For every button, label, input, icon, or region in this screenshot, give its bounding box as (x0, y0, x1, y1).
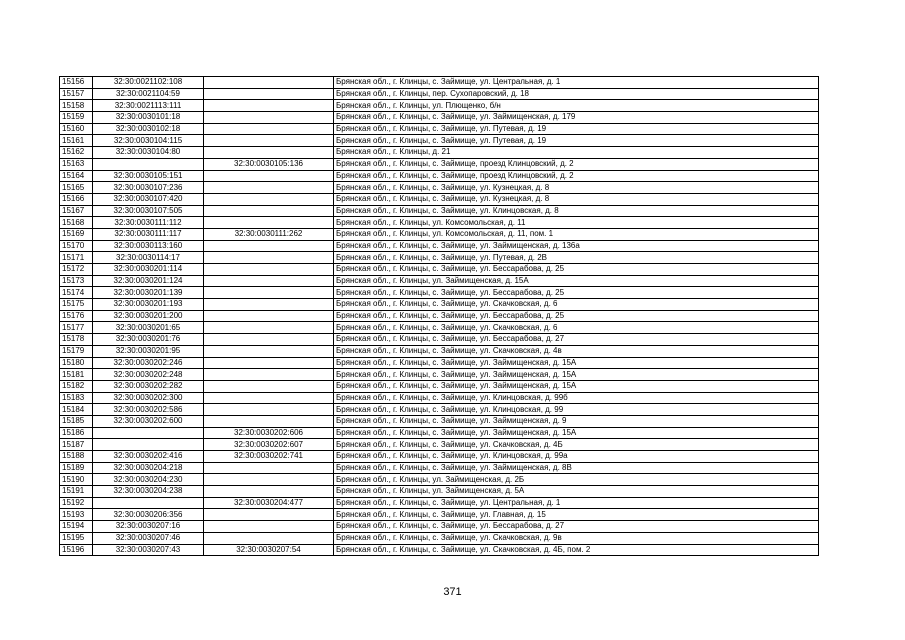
cadastral-number-cell: 32:30:0030111:117 (93, 228, 204, 240)
cadastral-number-cell: 32:30:0030201:65 (93, 322, 204, 334)
cadastral-number-cell (93, 497, 204, 509)
table-row (60, 532, 819, 544)
row-number-cell: 15157 (60, 88, 93, 100)
address-cell: Брянская обл., г. Клинцы, с. Займище, ул. Займищенская, д. 179 (334, 112, 819, 124)
row-number-cell: 15180 (60, 357, 93, 369)
cadastral-number-cell: 32:30:0030104:115 (93, 135, 204, 147)
table-row (60, 427, 819, 439)
row-number-cell: 15186 (60, 427, 93, 439)
address-cell: Брянская обл., г. Клинцы, с. Займище, проезд Клинцовский, д. 2 (334, 158, 819, 170)
page-number: 371 (443, 586, 462, 598)
table-row (60, 357, 819, 369)
related-cadastral-number-cell (204, 287, 334, 299)
cadastral-number-cell: 32:30:0030201:95 (93, 345, 204, 357)
table-row (60, 217, 819, 229)
table-row (60, 544, 819, 556)
related-cadastral-number-cell (204, 345, 334, 357)
row-number-cell: 15172 (60, 264, 93, 276)
address-cell: Брянская обл., г. Клинцы, с. Займище, ул. Путевая, д. 19 (334, 123, 819, 135)
row-number-cell: 15158 (60, 100, 93, 112)
related-cadastral-number-cell (204, 369, 334, 381)
row-number-cell: 15162 (60, 147, 93, 159)
cadastral-number-cell: 32:30:0030113:160 (93, 240, 204, 252)
related-cadastral-number-cell (204, 486, 334, 498)
related-cadastral-number-cell (204, 147, 334, 159)
address-cell: Брянская обл., г. Клинцы, ул. Займищенская, д. 15А (334, 275, 819, 287)
cadastral-number-cell (93, 158, 204, 170)
row-number-cell: 15161 (60, 135, 93, 147)
row-number-cell: 15171 (60, 252, 93, 264)
table-row (60, 497, 819, 509)
cadastral-number-cell: 32:30:0030107:505 (93, 205, 204, 217)
address-cell: Брянская обл., г. Клинцы, ул. Комсомольская, д. 11 (334, 217, 819, 229)
cadastral-number-cell: 32:30:0021113:111 (93, 100, 204, 112)
related-cadastral-number-cell (204, 299, 334, 311)
related-cadastral-number-cell: 32:30:0030111:262 (204, 228, 334, 240)
cadastral-number-cell: 32:30:0030204:218 (93, 462, 204, 474)
cadastral-number-cell: 32:30:0030201:139 (93, 287, 204, 299)
table-row (60, 404, 819, 416)
related-cadastral-number-cell (204, 462, 334, 474)
row-number-cell: 15174 (60, 287, 93, 299)
related-cadastral-number-cell (204, 474, 334, 486)
row-number-cell: 15166 (60, 193, 93, 205)
cadastral-number-cell: 32:30:0030202:248 (93, 369, 204, 381)
cadastral-number-cell (93, 439, 204, 451)
cadastral-number-cell: 32:30:0030207:46 (93, 532, 204, 544)
row-number-cell: 15179 (60, 345, 93, 357)
address-cell: Брянская обл., г. Клинцы, с. Займище, ул. Скачковская, д. 9в (334, 532, 819, 544)
table-row (60, 240, 819, 252)
related-cadastral-number-cell (204, 509, 334, 521)
table-row (60, 415, 819, 427)
row-number-cell: 15168 (60, 217, 93, 229)
table-row (60, 252, 819, 264)
address-cell: Брянская обл., г. Клинцы, с. Займище, ул. Скачковская, д. 4Б (334, 439, 819, 451)
address-cell: Брянская обл., г. Клинцы, с. Займище, ул. Центральная, д. 1 (334, 77, 819, 89)
related-cadastral-number-cell (204, 240, 334, 252)
address-cell: Брянская обл., г. Клинцы, с. Займище, ул. Клинцовская, д. 99б (334, 392, 819, 404)
table-row (60, 462, 819, 474)
row-number-cell: 15192 (60, 497, 93, 509)
address-cell: Брянская обл., г. Клинцы, с. Займище, ул. Кузнецкая, д. 8 (334, 193, 819, 205)
related-cadastral-number-cell (204, 415, 334, 427)
related-cadastral-number-cell (204, 275, 334, 287)
table-row (60, 509, 819, 521)
address-cell: Брянская обл., г. Клинцы, с. Займище, ул. Бессарабова, д. 25 (334, 287, 819, 299)
table-row (60, 100, 819, 112)
address-cell: Брянская обл., г. Клинцы, с. Займище, ул. Скачковская, д. 4Б, пом. 2 (334, 544, 819, 556)
related-cadastral-number-cell (204, 112, 334, 124)
cadastral-number-cell: 32:30:0030202:416 (93, 451, 204, 463)
related-cadastral-number-cell (204, 123, 334, 135)
cadastral-number-cell: 32:30:0030114:17 (93, 252, 204, 264)
table-row (60, 287, 819, 299)
cadastral-number-cell: 32:30:0030201:124 (93, 275, 204, 287)
address-cell: Брянская обл., г. Клинцы, с. Займище, ул. Кузнецкая, д. 8 (334, 182, 819, 194)
table-row (60, 299, 819, 311)
row-number-cell: 15190 (60, 474, 93, 486)
cadastral-number-cell: 32:30:0030102:18 (93, 123, 204, 135)
table-row (60, 451, 819, 463)
row-number-cell: 15191 (60, 486, 93, 498)
related-cadastral-number-cell: 32:30:0030202:741 (204, 451, 334, 463)
table-row (60, 310, 819, 322)
row-number-cell: 15189 (60, 462, 93, 474)
table-row (60, 112, 819, 124)
related-cadastral-number-cell: 32:30:0030204:477 (204, 497, 334, 509)
address-cell: Брянская обл., г. Клинцы, с. Займище, ул. Бессарабова, д. 27 (334, 521, 819, 533)
related-cadastral-number-cell (204, 357, 334, 369)
row-number-cell: 15156 (60, 77, 93, 89)
row-number-cell: 15178 (60, 334, 93, 346)
cadastral-number-cell: 32:30:0030107:420 (93, 193, 204, 205)
registry-table (59, 76, 819, 556)
row-number-cell: 15167 (60, 205, 93, 217)
cadastral-number-cell: 32:30:0030107:236 (93, 182, 204, 194)
row-number-cell: 15165 (60, 182, 93, 194)
row-number-cell: 15184 (60, 404, 93, 416)
cadastral-number-cell: 32:30:0030207:16 (93, 521, 204, 533)
table-row (60, 439, 819, 451)
related-cadastral-number-cell (204, 135, 334, 147)
table-row (60, 369, 819, 381)
related-cadastral-number-cell (204, 310, 334, 322)
row-number-cell: 15164 (60, 170, 93, 182)
address-cell: Брянская обл., г. Клинцы, ул. Плющенко, б/н (334, 100, 819, 112)
address-cell: Брянская обл., г. Клинцы, с. Займище, ул. Бессарабова, д. 27 (334, 334, 819, 346)
related-cadastral-number-cell (204, 217, 334, 229)
row-number-cell: 15177 (60, 322, 93, 334)
table-row (60, 170, 819, 182)
related-cadastral-number-cell (204, 532, 334, 544)
row-number-cell: 15193 (60, 509, 93, 521)
cadastral-number-cell: 32:30:0030206:356 (93, 509, 204, 521)
address-cell: Брянская обл., г. Клинцы, с. Займище, ул. Клинцовская, д. 99а (334, 451, 819, 463)
related-cadastral-number-cell (204, 170, 334, 182)
address-cell: Брянская обл., г. Клинцы, с. Займище, ул. Клинцовская, д. 99 (334, 404, 819, 416)
address-cell: Брянская обл., г. Клинцы, с. Займище, ул. Главная, д. 15 (334, 509, 819, 521)
row-number-cell: 15182 (60, 380, 93, 392)
row-number-cell: 15176 (60, 310, 93, 322)
table-row (60, 521, 819, 533)
row-number-cell: 15169 (60, 228, 93, 240)
related-cadastral-number-cell (204, 334, 334, 346)
related-cadastral-number-cell (204, 380, 334, 392)
related-cadastral-number-cell (204, 392, 334, 404)
address-cell: Брянская обл., г. Клинцы, с. Займище, ул. Скачковская, д. 6 (334, 299, 819, 311)
row-number-cell: 15170 (60, 240, 93, 252)
table-row (60, 205, 819, 217)
row-number-cell: 15188 (60, 451, 93, 463)
cadastral-number-cell: 32:30:0021104:59 (93, 88, 204, 100)
table-row (60, 77, 819, 89)
row-number-cell: 15175 (60, 299, 93, 311)
cadastral-number-cell: 32:30:0030111:112 (93, 217, 204, 229)
related-cadastral-number-cell (204, 205, 334, 217)
row-number-cell: 15187 (60, 439, 93, 451)
related-cadastral-number-cell (204, 193, 334, 205)
address-cell: Брянская обл., г. Клинцы, с. Займище, ул. Центральная, д. 1 (334, 497, 819, 509)
related-cadastral-number-cell (204, 521, 334, 533)
registry-table-body (60, 77, 819, 556)
table-row (60, 228, 819, 240)
table-row (60, 334, 819, 346)
address-cell: Брянская обл., г. Клинцы, с. Займище, ул. Займищенская, д. 9 (334, 415, 819, 427)
row-number-cell: 15183 (60, 392, 93, 404)
address-cell: Брянская обл., г. Клинцы, с. Займище, ул. Бессарабова, д. 25 (334, 310, 819, 322)
address-cell: Брянская обл., г. Клинцы, с. Займище, ул. Скачковская, д. 4в (334, 345, 819, 357)
cadastral-number-cell: 32:30:0030202:300 (93, 392, 204, 404)
cadastral-number-cell: 32:30:0021102:108 (93, 77, 204, 89)
address-cell: Брянская обл., г. Клинцы, с. Займище, ул. Займищенская, д. 8В (334, 462, 819, 474)
table-row (60, 345, 819, 357)
address-cell: Брянская обл., г. Клинцы, ул. Займищенская, д. 2Б (334, 474, 819, 486)
address-cell: Брянская обл., г. Клинцы, с. Займище, ул. Клинцовская, д. 8 (334, 205, 819, 217)
related-cadastral-number-cell (204, 322, 334, 334)
cadastral-number-cell: 32:30:0030104:80 (93, 147, 204, 159)
row-number-cell: 15185 (60, 415, 93, 427)
related-cadastral-number-cell (204, 182, 334, 194)
cadastral-number-cell: 32:30:0030204:230 (93, 474, 204, 486)
table-row (60, 392, 819, 404)
table-row (60, 486, 819, 498)
row-number-cell: 15195 (60, 532, 93, 544)
row-number-cell: 15196 (60, 544, 93, 556)
table-row (60, 135, 819, 147)
related-cadastral-number-cell: 32:30:0030202:606 (204, 427, 334, 439)
cadastral-number-cell: 32:30:0030105:151 (93, 170, 204, 182)
related-cadastral-number-cell (204, 100, 334, 112)
cadastral-number-cell: 32:30:0030202:600 (93, 415, 204, 427)
address-cell: Брянская обл., г. Клинцы, д. 21 (334, 147, 819, 159)
table-row (60, 275, 819, 287)
address-cell: Брянская обл., г. Клинцы, с. Займище, ул. Путевая, д. 2В (334, 252, 819, 264)
related-cadastral-number-cell: 32:30:0030202:607 (204, 439, 334, 451)
cadastral-number-cell: 32:30:0030201:200 (93, 310, 204, 322)
address-cell: Брянская обл., г. Клинцы, с. Займище, проезд Клинцовский, д. 2 (334, 170, 819, 182)
related-cadastral-number-cell: 32:30:0030105:136 (204, 158, 334, 170)
related-cadastral-number-cell (204, 404, 334, 416)
cadastral-number-cell: 32:30:0030202:282 (93, 380, 204, 392)
address-cell: Брянская обл., г. Клинцы, ул. Займищенская, д. 5А (334, 486, 819, 498)
table-row (60, 193, 819, 205)
address-cell: Брянская обл., г. Клинцы, с. Займище, ул. Путевая, д. 19 (334, 135, 819, 147)
address-cell: Брянская обл., г. Клинцы, с. Займище, ул. Скачковская, д. 6 (334, 322, 819, 334)
address-cell: Брянская обл., г. Клинцы, пер. Сухопаровский, д. 18 (334, 88, 819, 100)
cadastral-number-cell: 32:30:0030101:18 (93, 112, 204, 124)
related-cadastral-number-cell (204, 77, 334, 89)
row-number-cell: 15173 (60, 275, 93, 287)
cadastral-number-cell: 32:30:0030201:76 (93, 334, 204, 346)
row-number-cell: 15163 (60, 158, 93, 170)
row-number-cell: 15194 (60, 521, 93, 533)
table-row (60, 474, 819, 486)
cadastral-number-cell: 32:30:0030204:238 (93, 486, 204, 498)
cadastral-number-cell: 32:30:0030202:586 (93, 404, 204, 416)
address-cell: Брянская обл., г. Клинцы, с. Займище, ул. Займищенская, д. 136а (334, 240, 819, 252)
related-cadastral-number-cell (204, 252, 334, 264)
cadastral-number-cell: 32:30:0030201:114 (93, 264, 204, 276)
address-cell: Брянская обл., г. Клинцы, с. Займище, ул. Займищенская, д. 15А (334, 357, 819, 369)
cadastral-number-cell (93, 427, 204, 439)
cadastral-number-cell: 32:30:0030202:246 (93, 357, 204, 369)
table-row (60, 88, 819, 100)
row-number-cell: 15181 (60, 369, 93, 381)
table-row (60, 380, 819, 392)
row-number-cell: 15160 (60, 123, 93, 135)
table-row (60, 158, 819, 170)
table-row (60, 322, 819, 334)
address-cell: Брянская обл., г. Клинцы, с. Займище, ул. Займищенская, д. 15А (334, 427, 819, 439)
cadastral-number-cell: 32:30:0030201:193 (93, 299, 204, 311)
related-cadastral-number-cell: 32:30:0030207:54 (204, 544, 334, 556)
row-number-cell: 15159 (60, 112, 93, 124)
table-row (60, 264, 819, 276)
address-cell: Брянская обл., г. Клинцы, с. Займище, ул. Займищенская, д. 15А (334, 369, 819, 381)
table-row (60, 147, 819, 159)
related-cadastral-number-cell (204, 88, 334, 100)
address-cell: Брянская обл., г. Клинцы, с. Займище, ул. Бессарабова, д. 25 (334, 264, 819, 276)
cadastral-number-cell: 32:30:0030207:43 (93, 544, 204, 556)
address-cell: Брянская обл., г. Клинцы, ул. Комсомольская, д. 11, пом. 1 (334, 228, 819, 240)
address-cell: Брянская обл., г. Клинцы, с. Займище, ул. Займищенская, д. 15А (334, 380, 819, 392)
related-cadastral-number-cell (204, 264, 334, 276)
table-row (60, 182, 819, 194)
table-row (60, 123, 819, 135)
